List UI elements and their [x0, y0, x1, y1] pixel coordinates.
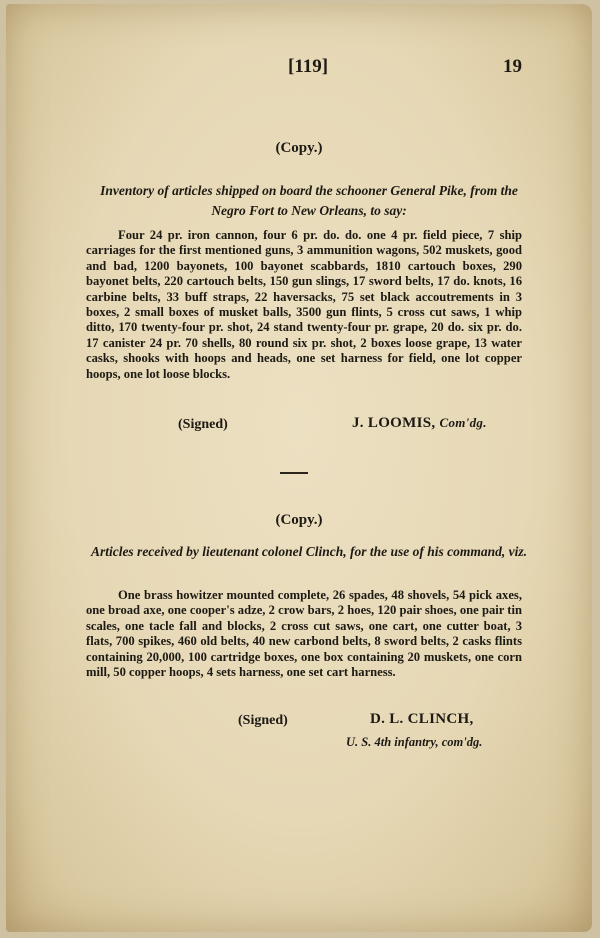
- signer-rank-clinch: U. S. 4th infantry, com'dg.: [346, 735, 483, 749]
- signed-label-2: (Signed): [238, 713, 288, 728]
- copy-label-2: (Copy.): [275, 512, 323, 528]
- articles-heading: Articles received by lieutenant colonel Clinch, for the use of his command, viz.: [90, 544, 528, 559]
- signer-name-clinch: D. L. CLINCH,: [370, 711, 474, 727]
- copy-label-1: (Copy.): [275, 140, 323, 156]
- document-page: [6, 4, 592, 932]
- inventory-body: Four 24 pr. iron cannon, four 6 pr. do. do. one 4 pr. field piece, 7 ship carriages for the first mentioned guns, 3 ammunition wagons, 502 muskets, good and bad, 1200 bayonets, 100 bayonet scabbards, 1810 cartouch boxes, 290 bayonet belts, 220 cartouch belts, 150 gun slings, 17 sword belts, 17 do. knots, 16 carbine belts, 33 buff straps, 22 haversacks, 75 set black accoutrements in 3 boxes, 2 small boxes of musket balls, 3500 gun flints, 5 cross cut saws, 1 whip ditto, 170 twenty-four pr. shot, 24 stand twenty-four pr. grape, 20 do. six pr. do. 17 canister 24 pr. 70 shells, 80 round six pr. shot, 2 boxes loose grape, 13 water casks, shooks with hoops and heads, one set harness for field, one lot copper hoops, one lot loose blocks.: [86, 228, 522, 381]
- signed-label-1: (Signed): [178, 417, 228, 432]
- document-number: [119]: [288, 56, 329, 77]
- signer-rank-loomis: Com'dg.: [439, 415, 487, 430]
- articles-body: One brass howitzer mounted complete, 26 spades, 48 shovels, 54 pick axes, one broad axe, one cooper's adze, 2 crow bars, 2 hoes, 120 pair shoes, one pair tin scales, one tacle fall and blocks, 2 cross cut saws, one cart, one cutter boat, 3 flats, 700 spikes, 460 old belts, 40 new carbond belts, 8 sword belts, 2 casks flints containing 20,000, 100 cartridge boxes, one box containing 20 muskets, one corn mill, 50 copper hoops, 4 sets harness, one set cart harness.: [86, 588, 522, 680]
- page-number: 19: [503, 56, 522, 77]
- signer-name-loomis: [352, 415, 487, 432]
- signer-name-text: J. LOOMIS,: [352, 415, 436, 431]
- inventory-heading: Inventory of articles shipped on board the schooner General Pike, from the Negro Fort to New Orleans, to say:: [100, 183, 518, 218]
- section-divider: [280, 472, 308, 474]
